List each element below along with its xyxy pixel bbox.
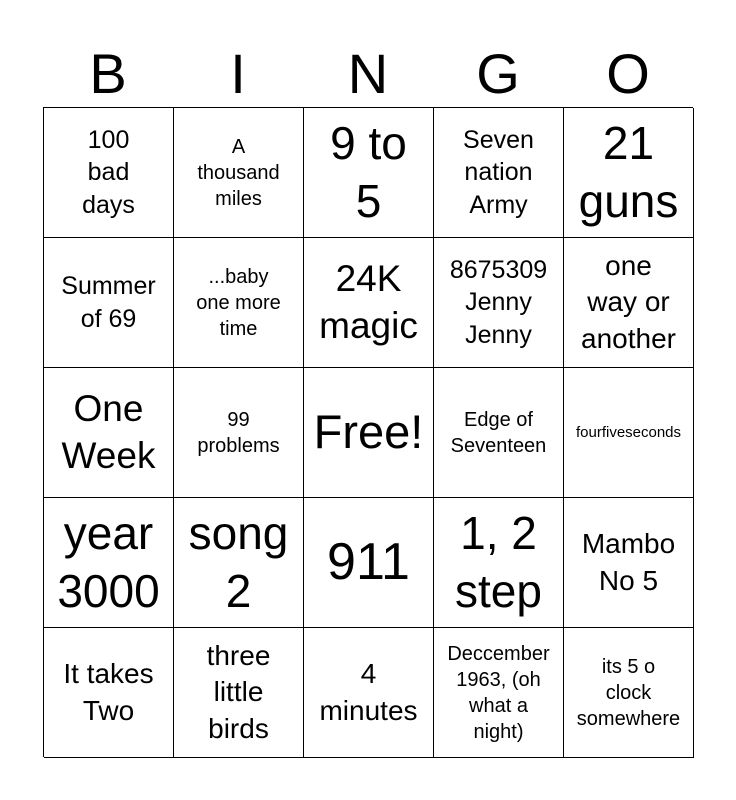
- header-letter-b: B: [89, 42, 127, 105]
- header-letter-n: N: [347, 42, 389, 105]
- bingo-cell[interactable]: Deccember 1963, (oh what a night): [434, 628, 564, 758]
- bingo-cell[interactable]: year 3000: [44, 498, 174, 628]
- bingo-cell[interactable]: Seven nation Army: [434, 108, 564, 238]
- bingo-cell[interactable]: Edge of Seventeen: [434, 368, 564, 498]
- bingo-cell[interactable]: A thousand miles: [174, 108, 304, 238]
- bingo-cell[interactable]: 21 guns: [564, 108, 694, 238]
- bingo-cell[interactable]: It takes Two: [44, 628, 174, 758]
- bingo-cell[interactable]: 4 minutes: [304, 628, 434, 758]
- header-letter-o: O: [606, 42, 650, 105]
- bingo-cell[interactable]: fourfiveseconds: [564, 368, 694, 498]
- bingo-cell[interactable]: 1, 2 step: [434, 498, 564, 628]
- bingo-cell[interactable]: one way or another: [564, 238, 694, 368]
- bingo-cell[interactable]: 911: [304, 498, 434, 628]
- bingo-cell[interactable]: One Week: [44, 368, 174, 498]
- bingo-cell[interactable]: 100 bad days: [44, 108, 174, 238]
- bingo-cell[interactable]: its 5 o clock somewhere: [564, 628, 694, 758]
- bingo-cell[interactable]: three little birds: [174, 628, 304, 758]
- free-space-cell[interactable]: Free!: [304, 368, 434, 498]
- header-letter-i: I: [230, 42, 246, 105]
- bingo-cell[interactable]: song 2: [174, 498, 304, 628]
- bingo-cell[interactable]: 9 to 5: [304, 108, 434, 238]
- bingo-cell[interactable]: 8675309 Jenny Jenny: [434, 238, 564, 368]
- bingo-cell[interactable]: 99 problems: [174, 368, 304, 498]
- bingo-cell[interactable]: ...baby one more time: [174, 238, 304, 368]
- bingo-cell[interactable]: Summer of 69: [44, 238, 174, 368]
- bingo-cell[interactable]: 24K magic: [304, 238, 434, 368]
- header-letter-g: G: [476, 42, 520, 105]
- bingo-cell[interactable]: Mambo No 5: [564, 498, 694, 628]
- bingo-header: [43, 40, 693, 108]
- bingo-board: [43, 107, 693, 757]
